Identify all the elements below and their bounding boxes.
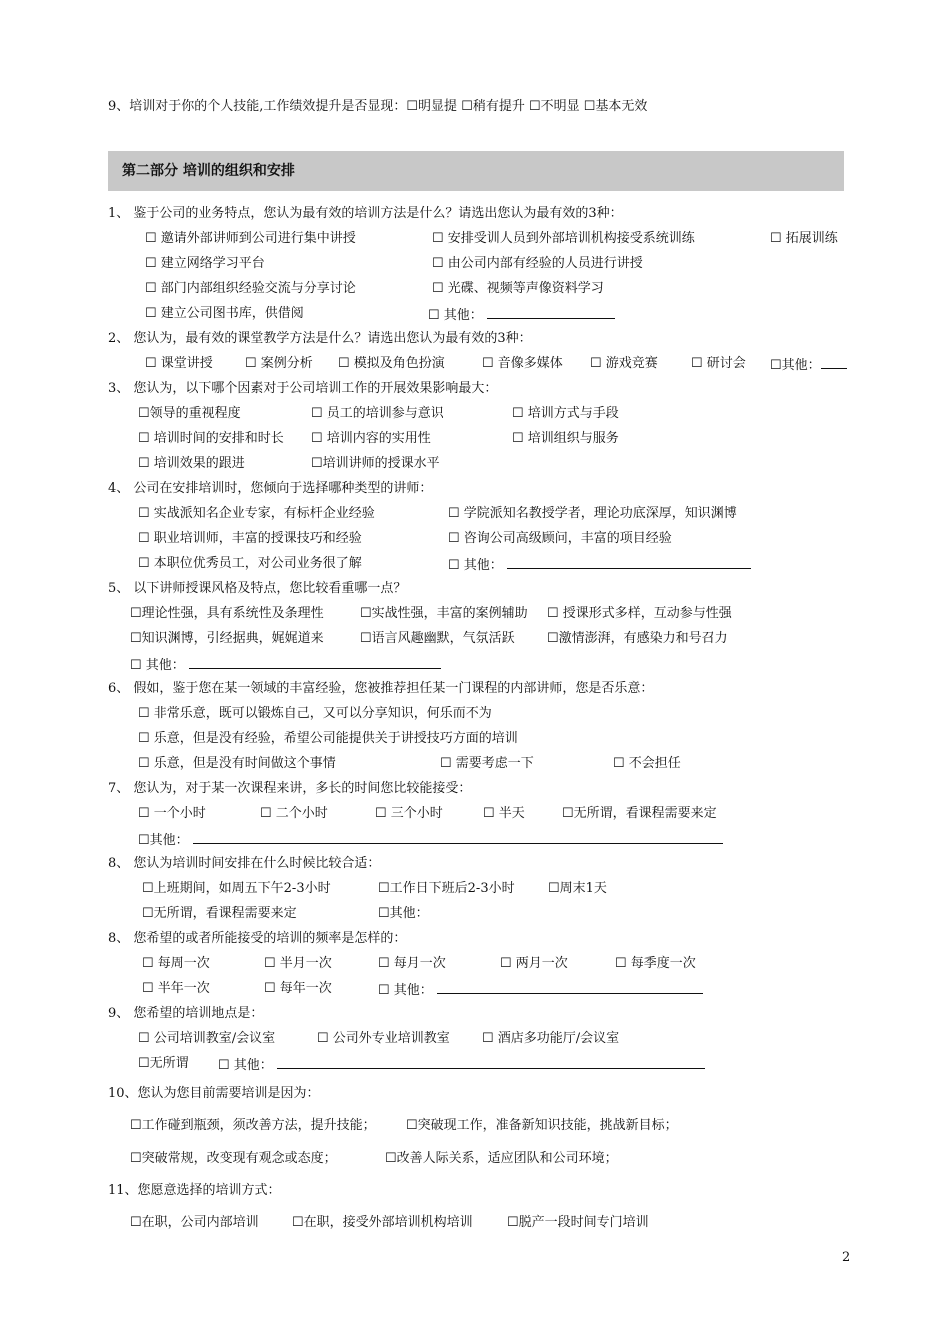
- q2-option-6[interactable]: ☐ 研讨会: [691, 356, 746, 371]
- question-4: 4、 公司在安排培训时，您倾向于选择哪种类型的讲师：: [108, 481, 433, 496]
- q7-option-3[interactable]: ☐ 三个小时: [375, 806, 443, 821]
- q8b-option-5[interactable]: ☐ 每季度一次: [615, 956, 696, 971]
- q9-option-2[interactable]: ☐ 公司外专业培训教室: [317, 1031, 450, 1046]
- q11-option-3[interactable]: ☐脱产一段时间专门培训: [507, 1215, 649, 1230]
- q2-option-3[interactable]: ☐ 模拟及角色扮演: [338, 356, 445, 371]
- question-6: 6、 假如，鉴于您在某一领域的丰富经验，您被推荐担任某一门课程的内部讲师，您是否乐意：: [108, 681, 654, 696]
- question-10: 10、您认为您目前需要培训是因为：: [108, 1086, 320, 1101]
- q8b-option-6[interactable]: ☐ 半年一次: [142, 981, 210, 996]
- q8a-option-1[interactable]: ☐上班期间，如周五下午2-3小时: [142, 881, 331, 896]
- q3-option-2[interactable]: ☐ 员工的培训参与意识: [311, 406, 444, 421]
- q4-option-3[interactable]: ☐ 职业培训师，丰富的授课技巧和经验: [138, 531, 362, 546]
- q8b-option-1[interactable]: ☐ 每周一次: [142, 956, 210, 971]
- q1-option-other[interactable]: [428, 305, 615, 325]
- q2-option-1[interactable]: ☐ 课堂讲授: [145, 356, 213, 371]
- q2-option-other[interactable]: [770, 355, 847, 375]
- q10-option-2[interactable]: ☐突破现工作，准备新知识技能，挑战新目标；: [406, 1118, 678, 1133]
- question-1: 1、 鉴于公司的业务特点，您认为最有效的培训方法是什么？请选出您认为最有效的3种：: [108, 206, 623, 221]
- q8a-option-4[interactable]: ☐无所谓，看课程需要来定: [142, 906, 297, 921]
- q8b-option-4[interactable]: ☐ 两月一次: [500, 956, 568, 971]
- q1-option-3[interactable]: ☐ 拓展训练: [770, 231, 838, 246]
- question-8-time: 8、 您认为培训时间安排在什么时候比较合适：: [108, 856, 381, 871]
- q4-option-other[interactable]: [448, 555, 751, 575]
- q9-option-other[interactable]: [218, 1055, 705, 1075]
- q9-other-blank[interactable]: [277, 1055, 705, 1069]
- q8a-option-2[interactable]: ☐工作日下班后2-3小时: [378, 881, 515, 896]
- q5-option-other[interactable]: [130, 655, 441, 675]
- q10-option-4[interactable]: ☐改善人际关系，适应团队和公司环境；: [385, 1151, 618, 1166]
- q1-option-5[interactable]: ☐ 由公司内部有经验的人员进行讲授: [432, 256, 643, 271]
- q1-option-2[interactable]: ☐ 安排受训人员到外部培训机构接受系统训练: [432, 231, 695, 246]
- q6-option-1[interactable]: ☐ 非常乐意，既可以锻炼自己，又可以分享知识，何乐而不为: [138, 706, 492, 721]
- q4-other-label: ☐ 其他：: [448, 558, 503, 573]
- q5-option-6[interactable]: ☐激情澎湃，有感染力和号召力: [547, 631, 728, 646]
- question-11: 11、您愿意选择的培训方式：: [108, 1183, 281, 1198]
- question-9-performance: 9、培训对于你的个人技能,工作绩效提升是否显现：☐明显提 ☐稍有提升 ☐不明显 ☐基本无效: [108, 99, 648, 114]
- q9-option-4[interactable]: ☐无所谓: [138, 1056, 189, 1071]
- q1-option-8[interactable]: ☐ 建立公司图书库，供借阅: [145, 306, 304, 321]
- q3-option-4[interactable]: ☐ 培训时间的安排和时长: [138, 431, 284, 446]
- q1-option-4[interactable]: ☐ 建立网络学习平台: [145, 256, 265, 271]
- q7-option-4[interactable]: ☐ 半天: [483, 806, 525, 821]
- q5-option-1[interactable]: ☐理论性强，具有系统性及条理性: [130, 606, 324, 621]
- q6-option-5[interactable]: ☐ 不会担任: [613, 756, 681, 771]
- q8b-option-2[interactable]: ☐ 半月一次: [264, 956, 332, 971]
- q8a-option-3[interactable]: ☐周末1天: [548, 881, 607, 896]
- q5-other-label: ☐ 其他：: [130, 658, 185, 673]
- q4-other-blank[interactable]: [507, 555, 751, 569]
- q1-other-label: ☐ 其他：: [428, 308, 483, 323]
- q4-option-4[interactable]: ☐ 咨询公司高级顾问，丰富的项目经验: [448, 531, 672, 546]
- q3-option-1[interactable]: ☐领导的重视程度: [138, 406, 241, 421]
- q8b-other-blank[interactable]: [437, 980, 703, 994]
- section-title: 第二部分 培训的组织和安排: [122, 163, 295, 179]
- question-5: 5、 以下讲师授课风格及特点，您比较看重哪一点？: [108, 581, 407, 596]
- q9-other-label: ☐ 其他：: [218, 1058, 273, 1073]
- q11-option-1[interactable]: ☐在职，公司内部培训: [130, 1215, 259, 1230]
- q8b-option-other[interactable]: [378, 980, 703, 1000]
- q2-option-4[interactable]: ☐ 音像多媒体: [482, 356, 563, 371]
- q6-option-3[interactable]: ☐ 乐意，但是没有时间做这个事情: [138, 756, 336, 771]
- q3-option-6[interactable]: ☐ 培训组织与服务: [512, 431, 619, 446]
- q6-option-2[interactable]: ☐ 乐意，但是没有经验，希望公司能提供关于讲授技巧方面的培训: [138, 731, 518, 746]
- q2-other-blank[interactable]: [821, 355, 847, 369]
- q1-other-blank[interactable]: [487, 305, 615, 319]
- q4-option-5[interactable]: ☐ 本职位优秀员工，对公司业务很了解: [138, 556, 362, 571]
- q8a-option-5[interactable]: ☐其他：: [378, 906, 429, 921]
- q7-option-2[interactable]: ☐ 二个小时: [260, 806, 328, 821]
- page-number: 2: [842, 1250, 851, 1265]
- q2-option-5[interactable]: ☐ 游戏竞赛: [590, 356, 658, 371]
- q5-option-4[interactable]: ☐知识渊博，引经据典，娓娓道来: [130, 631, 324, 646]
- question-7: 7、 您认为，对于某一次课程来讲，多长的时间您比较能接受：: [108, 781, 472, 796]
- q8b-option-7[interactable]: ☐ 每年一次: [264, 981, 332, 996]
- question-8-frequency: 8、 您希望的或者所能接受的培训的频率是怎样的：: [108, 931, 407, 946]
- q1-option-7[interactable]: ☐ 光碟、视频等声像资料学习: [432, 281, 604, 296]
- q2-option-2[interactable]: ☐ 案例分析: [245, 356, 313, 371]
- q7-option-other[interactable]: [138, 830, 723, 850]
- q3-option-3[interactable]: ☐ 培训方式与手段: [512, 406, 619, 421]
- question-3: 3、 您认为，以下哪个因素对于公司培训工作的开展效果影响最大：: [108, 381, 498, 396]
- q9-option-1[interactable]: ☐ 公司培训教室/会议室: [138, 1031, 276, 1046]
- q8b-other-label: ☐ 其他：: [378, 983, 433, 998]
- q1-option-6[interactable]: ☐ 部门内部组织经验交流与分享讨论: [145, 281, 356, 296]
- q5-other-blank[interactable]: [189, 655, 441, 669]
- q5-option-5[interactable]: ☐语言风趣幽默，气氛活跃: [360, 631, 515, 646]
- q3-option-5[interactable]: ☐ 培训内容的实用性: [311, 431, 431, 446]
- q5-option-2[interactable]: ☐实战性强，丰富的案例辅助: [360, 606, 528, 621]
- q9-option-3[interactable]: ☐ 酒店多功能厅/会议室: [482, 1031, 620, 1046]
- q1-option-1[interactable]: ☐ 邀请外部讲师到公司进行集中讲授: [145, 231, 356, 246]
- q10-option-1[interactable]: ☐工作碰到瓶颈，须改善方法，提升技能；: [130, 1118, 376, 1133]
- q3-option-8[interactable]: ☐培训讲师的授课水平: [311, 456, 440, 471]
- q7-other-label: ☐其他：: [138, 833, 189, 848]
- q6-option-4[interactable]: ☐ 需要考虑一下: [440, 756, 534, 771]
- q4-option-1[interactable]: ☐ 实战派知名企业专家，有标杆企业经验: [138, 506, 375, 521]
- q2-other-label: ☐其他：: [770, 358, 821, 373]
- q7-other-blank[interactable]: [193, 830, 723, 844]
- q4-option-2[interactable]: ☐ 学院派知名教授学者，理论功底深厚，知识渊博: [448, 506, 737, 521]
- q7-option-1[interactable]: ☐ 一个小时: [138, 806, 206, 821]
- q11-option-2[interactable]: ☐在职，接受外部培训机构培训: [292, 1215, 473, 1230]
- section-header: [108, 151, 844, 191]
- q8b-option-3[interactable]: ☐ 每月一次: [378, 956, 446, 971]
- q5-option-3[interactable]: ☐ 授课形式多样，互动参与性强: [547, 606, 732, 621]
- q7-option-5[interactable]: ☐无所谓，看课程需要来定: [562, 806, 717, 821]
- question-2: 2、 您认为，最有效的课堂教学方法是什么？请选出您认为最有效的3种：: [108, 331, 532, 346]
- q10-option-3[interactable]: ☐突破常规，改变现有观念或态度；: [130, 1151, 337, 1166]
- q3-option-7[interactable]: ☐ 培训效果的跟进: [138, 456, 245, 471]
- question-9-location: 9、 您希望的培训地点是：: [108, 1006, 264, 1021]
